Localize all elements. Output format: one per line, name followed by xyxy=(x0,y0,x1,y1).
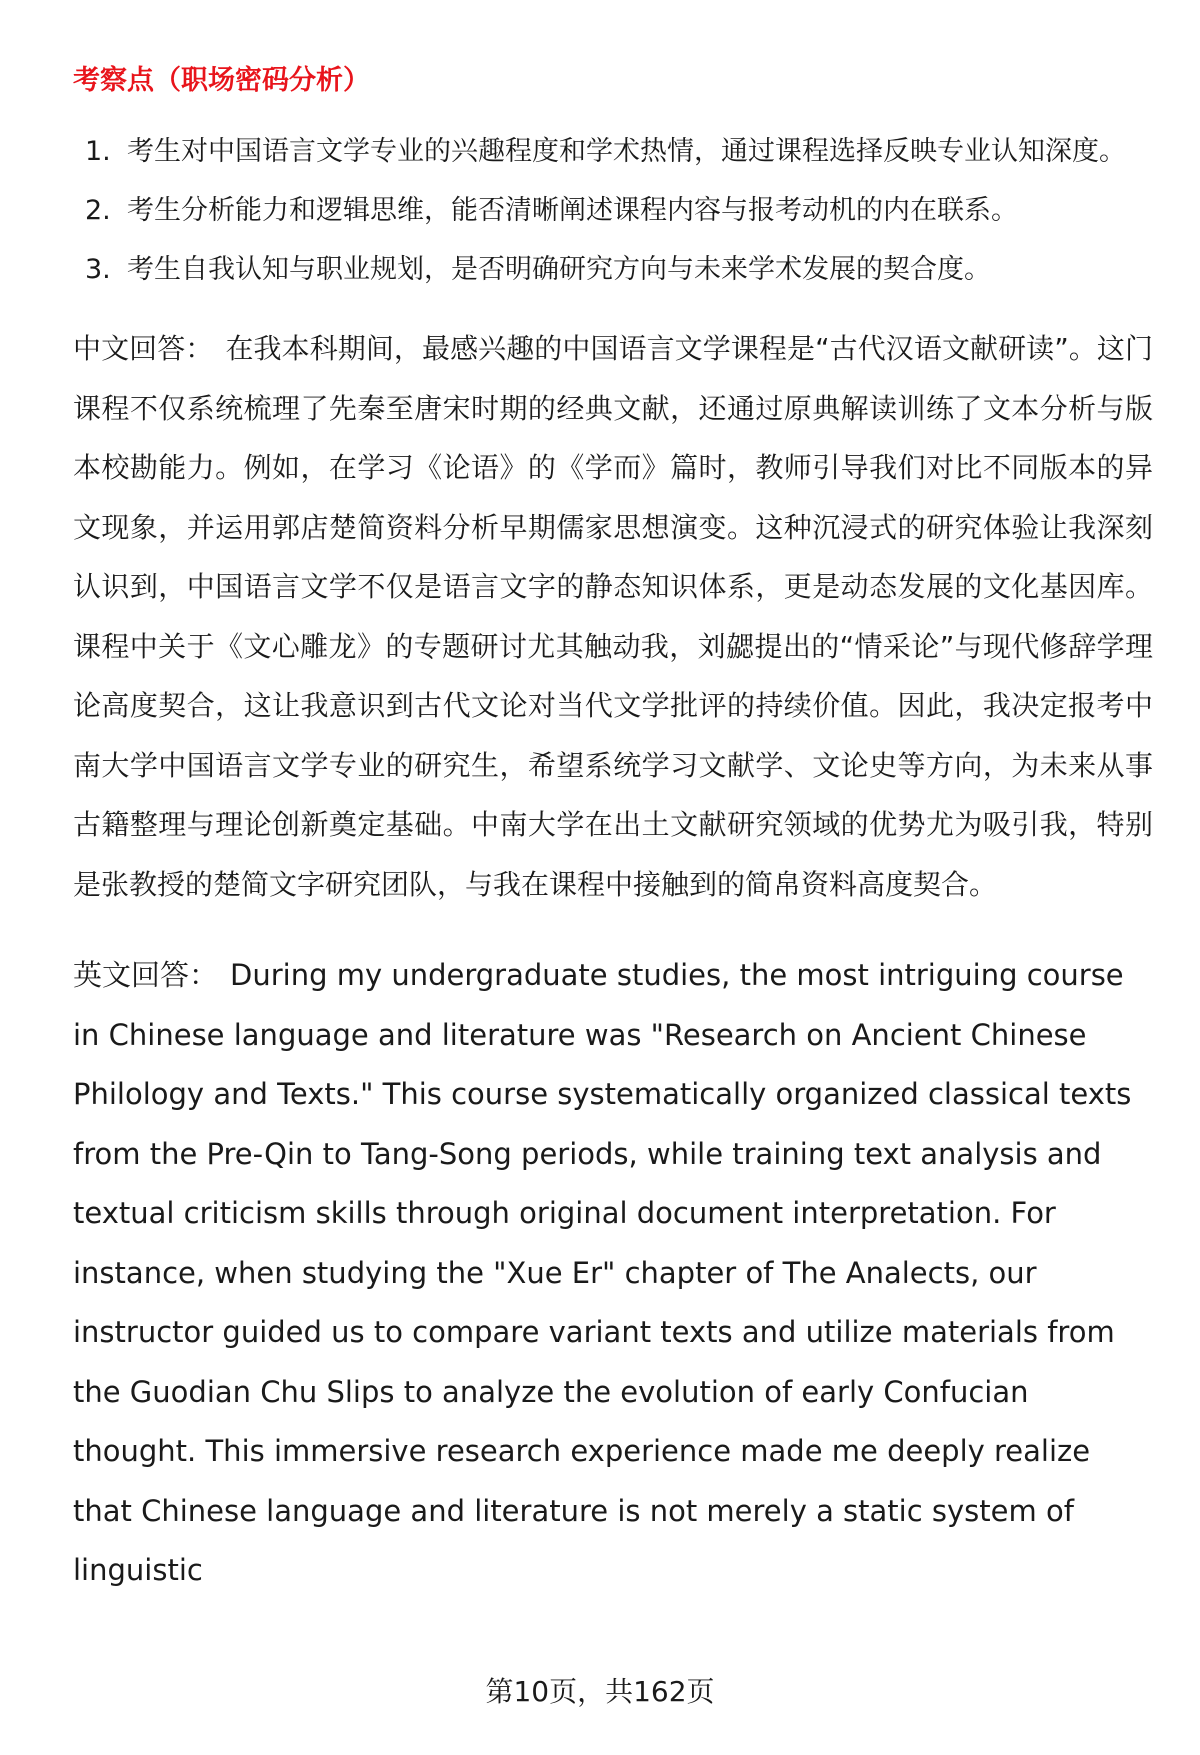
chinese-answer-paragraph xyxy=(73,319,1153,914)
english-answer-paragraph xyxy=(73,946,1153,1601)
list-item-text: 考生对中国语言文学专业的兴趣程度和学术热情，通过课程选择反映专业认知深度。 xyxy=(127,136,1126,167)
section-heading: 考察点（职场密码分析） xyxy=(73,65,370,96)
list-item-number: 1. xyxy=(85,136,111,167)
list-item-text: 考生自我认知与职业规划，是否明确研究方向与未来学术发展的契合度。 xyxy=(127,254,991,285)
list-item-number: 3. xyxy=(85,254,111,285)
english-answer-text: During my undergraduate studies, the most intriguing course in Chinese language and literature was "Research on Ancient Chinese Philology and Texts." This course systematically organized classical texts from the Pre-Qin to Tang-Song periods, while training text analysis and textual criticism skills through original document interpretation. For instance, when studying the "Xue Er" chapter of The Analects, our instructor guided us to compare variant texts and utilize materials from the Guodian Chu Slips to analyze the evolution of early Confucian thought. This immersive research experience made me deeply realize that Chinese language and literature is not merely a static system of linguistic xyxy=(73,958,1132,1587)
chinese-answer-label: 中文回答： xyxy=(73,332,214,365)
english-answer-label: 英文回答： xyxy=(73,958,219,992)
assessment-points-list xyxy=(73,122,1153,299)
document-body xyxy=(73,56,1153,1601)
chinese-answer-text: 在我本科期间，最感兴趣的中国语言文学课程是“古代汉语文献研读”。这门课程不仅系统梳理了先秦至唐宋时期的经典文献，还通过原典解读训练了文本分析与版本校勘能力。例如，在学习《论语》的《学而》篇时，教师引导我们对比不同版本的异文现象，并运用郭店楚简资料分析早期儒家思想演变。这种沉浸式的研究体验让我深刻认识到，中国语言文学不仅是语言文字的静态知识体系，更是动态发展的文化基因库。课程中关于《文心雕龙》的专题研讨尤其触动我，刘勰提出的“情采论”与现代修辞学理论高度契合，这让我意识到古代文论对当代文学批评的持续价值。因此，我决定报考中南大学中国语言文学专业的研究生，希望系统学习文献学、文论史等方向，为未来从事古籍整理与理论创新奠定基础。中南大学在出土文献研究领域的优势尤为吸引我，特别是张教授的楚简文字研究团队，与我在课程中接触到的简帛资料高度契合。 xyxy=(73,332,1153,901)
page-number-footer: 第10页，共162页 xyxy=(485,1675,715,1708)
list-item xyxy=(73,181,1153,240)
list-item-number: 2. xyxy=(85,195,111,226)
list-item-text: 考生分析能力和逻辑思维，能否清晰阐述课程内容与报考动机的内在联系。 xyxy=(127,195,1018,226)
list-item xyxy=(73,240,1153,299)
list-item xyxy=(73,122,1153,181)
